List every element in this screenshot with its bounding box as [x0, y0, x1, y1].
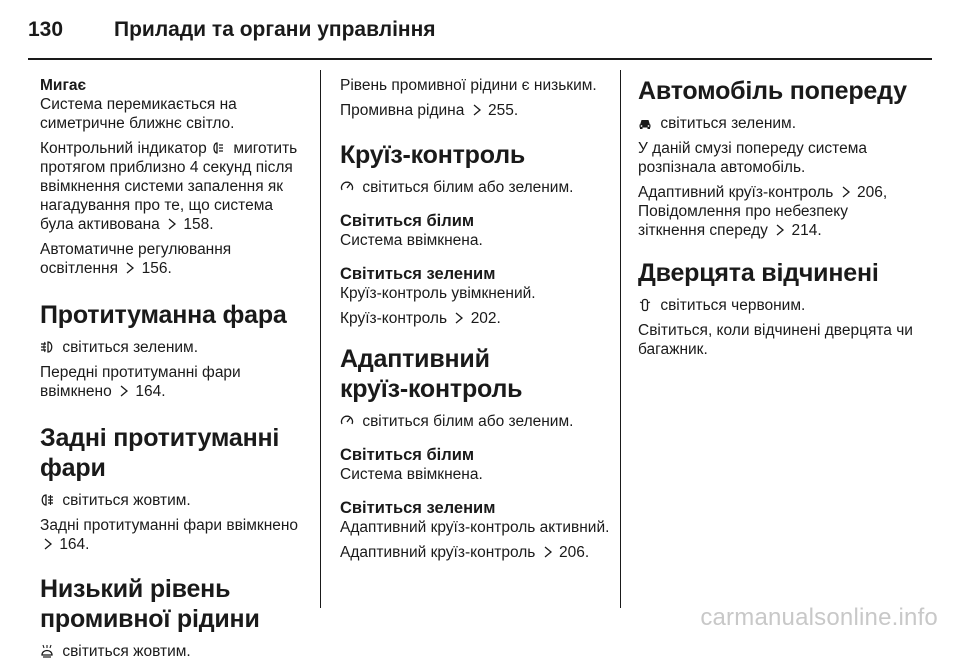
text: світиться жовтим. [62, 492, 191, 509]
heading-front-fog: Протитуманна фара [40, 301, 287, 329]
paragraph: Світиться, коли відчинені дверцята чи багажник. [638, 322, 913, 358]
text: Адаптивний [340, 345, 490, 373]
front-fog-light-icon [40, 340, 54, 354]
cruise-control-icon [340, 180, 354, 194]
paragraph: Система ввімкнена. [340, 232, 483, 249]
text: промивної рідини [40, 605, 260, 633]
page-reference: 158. [183, 216, 214, 233]
paragraph [340, 543, 610, 562]
status-line [638, 296, 918, 315]
subheading-white: Світиться білим [340, 446, 475, 464]
text: Повідомлення про небезпеку зіткнення спереду [638, 203, 848, 239]
text: Промивна рідина [340, 102, 465, 119]
status-line [40, 642, 310, 661]
text: Адаптивний круїз-контроль [638, 184, 834, 201]
text: Адаптивний круїз-контроль [340, 544, 536, 561]
paragraph [40, 139, 310, 234]
page-reference-icon [167, 218, 177, 230]
text: світиться зеленим. [62, 339, 199, 356]
page-reference-icon [454, 312, 464, 324]
text: Автоматичне регулювання освітлення [40, 241, 232, 277]
heading-rear-fog: Задні протитуманні фари [40, 424, 280, 482]
paragraph: Система ввімкнена. [340, 466, 483, 483]
page-reference: 164. [135, 383, 166, 400]
adaptive-cruise-icon [340, 414, 354, 428]
vehicle-ahead-icon [638, 116, 652, 130]
column-3 [638, 76, 918, 365]
status-line [40, 338, 310, 357]
heading-cruise-control: Круїз-контроль [340, 141, 526, 169]
page-reference: 214. [791, 222, 822, 239]
paragraph [40, 516, 310, 554]
door-open-icon [638, 298, 652, 312]
paragraph: У даній смузі попереду система розпізнала автомобіль. [638, 140, 867, 176]
page-reference-icon [841, 186, 851, 198]
page-header [28, 18, 436, 52]
paragraph: Рівень промивної рідини є низьким. [340, 77, 597, 94]
paragraph [340, 101, 610, 120]
text: світиться білим або зеленим. [362, 413, 574, 430]
column-divider [320, 70, 321, 608]
heading-door-open: Дверцята відчинені [638, 259, 879, 287]
text: Контрольний індикатор [40, 140, 207, 157]
paragraph [40, 363, 310, 401]
watermark: carmanualsonline.info [700, 604, 938, 631]
paragraph: Круїз-контроль увімкнений. [340, 285, 536, 302]
page-reference-icon [119, 385, 129, 397]
column-2 [340, 76, 610, 568]
text: Круїз-контроль [340, 310, 448, 327]
text: світиться червоним. [660, 297, 806, 314]
page-number: 130 [28, 18, 64, 41]
text: світиться жовтим. [62, 643, 191, 660]
text: Задні протитуманні фари ввімкнено [40, 517, 299, 534]
page-reference-icon [125, 262, 135, 274]
paragraph [340, 309, 610, 328]
text: Передні протитуманні фари ввімкнено [40, 364, 241, 400]
subhead-blinking: Мигає [40, 77, 87, 94]
heading-adaptive-cruise [340, 344, 610, 404]
page-reference: 206, [857, 184, 888, 201]
subheading-green: Світиться зеленим [340, 499, 496, 517]
status-line [40, 491, 310, 510]
page-reference-icon [543, 546, 553, 558]
status-line [638, 114, 918, 133]
text: світиться білим або зеленим. [362, 179, 574, 196]
header-rule [28, 58, 932, 60]
column-1 [40, 76, 310, 667]
paragraph [40, 240, 310, 278]
text: Низький рівень [40, 575, 231, 603]
washer-fluid-icon [40, 644, 54, 658]
text: круїз-контроль [340, 375, 523, 403]
page-reference: 156. [141, 260, 172, 277]
heading-washer-fluid [40, 574, 310, 634]
page-reference: 164. [59, 536, 90, 553]
paragraph [638, 183, 918, 240]
running-title: Прилади та органи управління [114, 18, 436, 41]
status-line [340, 412, 610, 431]
page-reference-icon [775, 224, 785, 236]
page-reference: 206. [559, 544, 590, 561]
rear-fog-light-icon [40, 493, 54, 507]
page-reference-icon [472, 104, 482, 116]
subheading-green: Світиться зеленим [340, 265, 496, 283]
text: миготить протягом приблизно 4 секунд після ввімкнення системи запалення як нагадування про те, що система була активована [40, 140, 298, 233]
page-reference: 202. [470, 310, 501, 327]
column-divider [620, 70, 621, 608]
paragraph: Система перемикається на симетричне ближнє світло. [40, 96, 237, 132]
page-reference: 255. [488, 102, 519, 119]
status-line [340, 178, 610, 197]
page-reference-icon [43, 538, 53, 550]
light-assist-icon [211, 141, 225, 155]
subheading-white: Світиться білим [340, 212, 475, 230]
heading-vehicle-ahead: Автомобіль попереду [638, 77, 907, 105]
text: світиться зеленим. [660, 115, 797, 132]
paragraph: Адаптивний круїз-контроль активний. [340, 519, 610, 536]
